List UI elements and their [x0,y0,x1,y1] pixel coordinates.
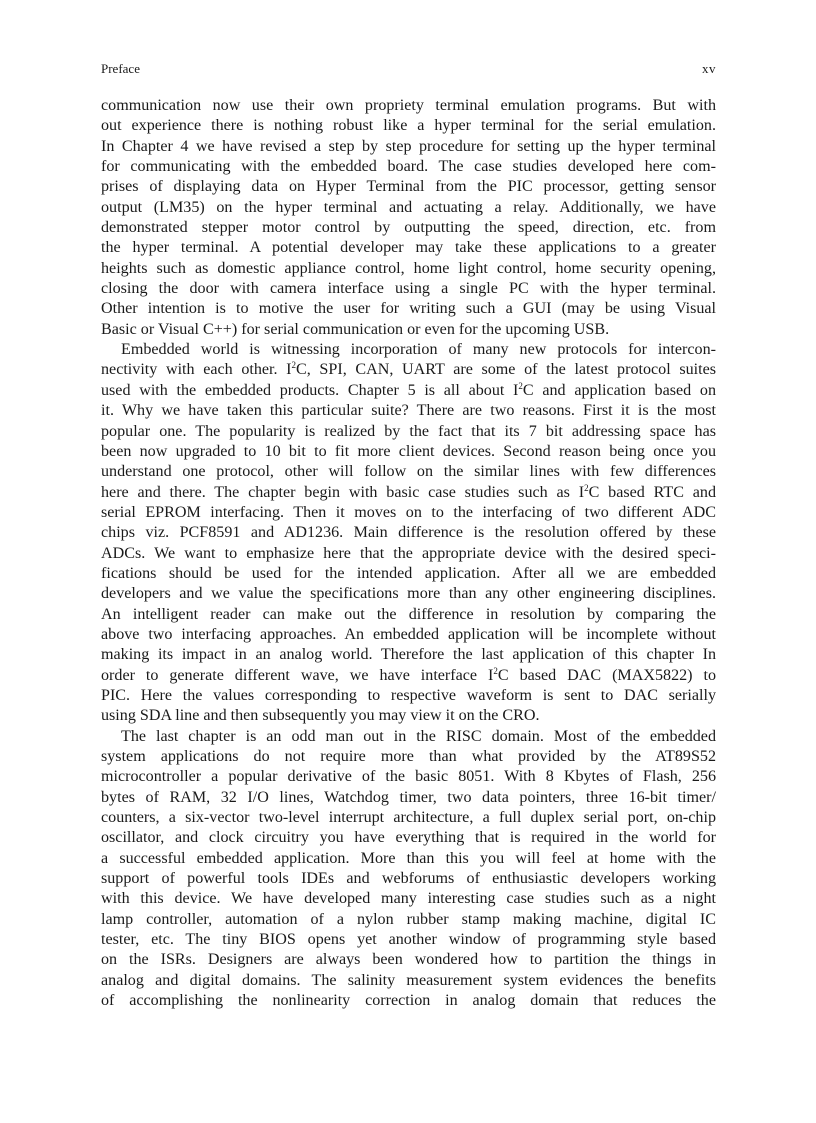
text-line: making its impact in an analog world. Therefore the last application of this chapter In [101,646,716,664]
text-line: lamp controller, automation of a nylon rubber stamp making machine, digital IC [101,910,716,928]
text-line: bytes of RAM, 32 I/O lines, Watchdog timer, two data pointers, three 16-bit timer/ [101,788,716,806]
text-line: it. Why we have taken this particular suite? There are two reasons. First it is the most [101,402,716,420]
running-header [101,60,716,78]
text-line: system applications do not require more than what provided by the AT89S52 [101,748,716,765]
text-line: with this device. We have developed many interesting case studies such as a night [101,890,716,908]
text-line: developers and we value the specifications more than any other engineering disciplines. [101,585,716,603]
text-line: used with the embedded products. Chapter 5 is all about $I^2C$ and application based on [101,380,716,399]
text-line: for communicating with the embedded board. The case studies developed here com- [101,158,716,176]
text-line: heights such as domestic appliance control, home light control, home security opening, [101,259,716,277]
text-line: PIC. Here the values corresponding to respective waveform is sent to DAC serially [101,686,716,704]
text-line: communication now use their own propriety terminal emulation programs. But with [101,97,716,114]
paragraph [101,96,716,340]
text-line: counters, a six-vector two-level interrupt architecture, a full duplex serial port, on-chip [101,809,716,827]
text-line: nectivity with each other. $I^2C$, SPI, CAN, UART are some of the latest protocol suites [101,360,716,379]
text-line: on the ISRs. Designers are always been wondered how to partition the things in [101,951,716,969]
running-head-title: Preface [101,61,140,76]
text-line: the hyper terminal. A potential developer may take these applications to a greater [101,239,716,257]
text-line: closing the door with camera interface using a single PC with the hyper terminal. [101,280,716,298]
text-line: a successful embedded application. More than this you will feel at home with the [101,849,716,867]
text-line: prises of displaying data on Hyper Terminal from the PIC processor, getting sensor [101,178,716,196]
text-line: been now upgraded to 10 bit to fit more client devices. Second reason being once you [101,442,716,460]
text-line: Basic or Visual C++) for serial communication or even for the upcoming USB. [101,320,610,338]
body-text [101,96,716,1011]
text-line: serial EPROM interfacing. Then it moves on to the interfacing of two different ADC [101,503,716,521]
text-line: analog and digital domains. The salinity measurement system evidences the benefits [101,971,716,989]
text-line: fications should be used for the intended application. After all we are embedded [101,564,716,582]
text-line: popular one. The popularity is realized by the fact that its 7 bit addressing space has [101,422,716,440]
text-line: understand one protocol, other will follow on the similar lines with few differences [101,463,716,481]
text-line: above two interfacing approaches. An embedded application will be incomplete without [101,625,716,643]
text-line: chips viz. PCF8591 and AD1236. Main difference is the resolution offered by these [101,524,716,542]
text-line: The last chapter is an odd man out in the RISC domain. Most of the embedded [121,727,716,745]
text-line: order to generate different wave, we have interface $I^2C$ based DAC (MAX5822) to [101,665,716,684]
paragraph [101,727,716,1012]
text-line: out experience there is nothing robust like a hyper terminal for the serial emulation. [101,117,716,135]
text-line: of accomplishing the nonlinearity correction in analog domain that reduces the [101,992,716,1010]
text-line: output (LM35) on the hyper terminal and actuating a relay. Additionally, we have [101,198,716,216]
text-line: support of powerful tools IDEs and webforums of enthusiastic developers working [101,870,716,888]
text-line: ADCs. We want to emphasize here that the appropriate device with the desired speci- [101,544,716,562]
page-number: xv [702,61,716,76]
text-line: Other intention is to motive the user for writing such a GUI (may be using Visual [101,300,716,318]
text-line: Embedded world is witnessing incorporation of many new protocols for intercon- [121,341,716,359]
text-line: microcontroller a popular derivative of the basic 8051. With 8 Kbytes of Flash, 256 [101,768,716,786]
text-line: here and there. The chapter begin with basic case studies such as $I^2C$ based RTC and [101,482,716,501]
text-line: oscillator, and clock circuitry you have everything that is required in the world for [101,829,716,847]
text-line: demonstrated stepper motor control by outputting the speed, direction, etc. from [101,219,716,237]
text-line: using SDA line and then subsequently you may view it on the CRO. [101,707,540,725]
text-line: tester, etc. The tiny BIOS opens yet another window of programming style based [101,931,716,949]
text-line: In Chapter 4 we have revised a step by step procedure for setting up the hyper terminal [101,137,716,155]
paragraph [101,340,716,727]
text-line: An intelligent reader can make out the difference in resolution by comparing the [101,605,716,623]
